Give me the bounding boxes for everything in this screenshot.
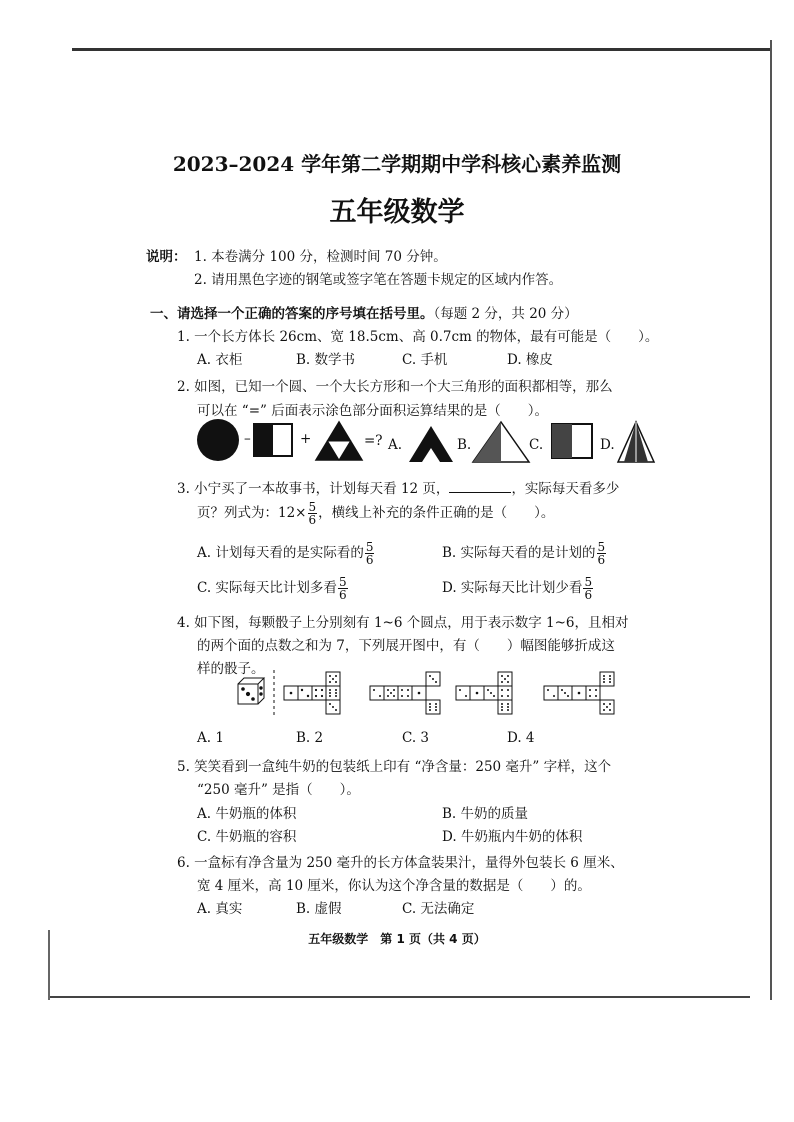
paper-edge-bottom — [50, 996, 750, 998]
fraction-denominator: 6 — [597, 553, 606, 567]
q3-formula-prefix: 页？列式为：12× — [197, 505, 307, 521]
section-1-heading — [150, 302, 578, 322]
q3-option-d-fraction — [583, 576, 593, 601]
fraction-denominator: 6 — [308, 513, 317, 527]
q6-stem-line-1: 6. 一盒标有净含量为 250 毫升的长方体盒装果汁，量得外包装长 6 厘米、 — [177, 855, 624, 871]
q1-stem: 1. 一个长方体长 26cm、宽 18.5cm、高 0.7cm 的物体，最有可能是（ ）。 — [177, 329, 659, 345]
q2-minus-sign: – — [244, 431, 251, 447]
q6-option-a: A. 真实 — [197, 901, 243, 917]
fraction-numerator: 5 — [308, 500, 317, 514]
q3-formula-suffix: ，横线上补充的条件正确的是（ ）。 — [318, 505, 555, 521]
dice-net-3 — [456, 672, 512, 714]
q3-stem-line-1 — [177, 477, 619, 497]
q2-figure-row — [196, 418, 666, 468]
dice-net-2 — [370, 672, 440, 714]
q3-stem-part-2: ，实际每天看多少 — [511, 481, 620, 497]
shaded-circle — [197, 419, 239, 461]
dice-nets-figure — [234, 666, 624, 722]
fraction-denominator: 6 — [365, 553, 374, 567]
q4-stem-line-3: 样的骰子。 — [197, 661, 265, 677]
fraction-denominator: 6 — [584, 588, 593, 602]
q5-option-d: D. 牛奶瓶内牛奶的体积 — [442, 829, 583, 845]
q4-option-a: A. 1 — [197, 730, 224, 746]
q3-option-b-fraction — [597, 541, 607, 566]
q3-option-a — [197, 541, 375, 566]
fraction-denominator: 6 — [338, 588, 347, 602]
exam-subtitle: 五年级数学 — [329, 197, 465, 228]
page-footer: 五年级数学 第 1 页（共 4 页） — [308, 932, 486, 946]
fraction-numerator: 5 — [597, 540, 606, 554]
notes-label: 说明： — [146, 249, 187, 265]
q3-option-a-fraction — [365, 541, 375, 566]
option-c-shaded-half — [552, 424, 572, 458]
q2-plus-sign: + — [300, 431, 312, 447]
q3-option-c-fraction — [338, 576, 348, 601]
q1-option-b: B. 数学书 — [296, 352, 356, 368]
section-1-score: （每题 2 分，共 20 分） — [433, 306, 578, 322]
q6-option-c: C. 无法确定 — [402, 901, 475, 917]
q2-stem-line-2: 可以在 “=” 后面表示涂色部分面积运算结果的是（ ）。 — [197, 403, 548, 419]
q5-option-b: B. 牛奶的质量 — [442, 806, 529, 822]
q2-stem-line-1: 2. 如图，已知一个圆、一个大长方形和一个大三角形的面积都相等，那么 — [177, 379, 613, 395]
fraction-numerator: 5 — [338, 575, 347, 589]
q3-option-d — [442, 576, 594, 601]
q4-option-b: B. 2 — [296, 730, 324, 746]
q1-option-d: D. 橡皮 — [507, 352, 553, 368]
q2-option-d: D. — [600, 437, 615, 453]
q5-option-c: C. 牛奶瓶的容积 — [197, 829, 297, 845]
notes-line-2: 2. 请用黑色字迹的钢笔或签字笔在答题卡规定的区域内作答。 — [194, 272, 563, 288]
q3-stem-part-1: 3. 小宁买了一本故事书，计划每天看 12 页， — [177, 481, 450, 497]
q3-option-c-text: C. 实际每天比计划多看 — [197, 580, 337, 596]
q6-stem-line-2: 宽 4 厘米，高 10 厘米，你认为这个净含量的数据是（ ）的。 — [197, 878, 591, 894]
dice-net-1 — [284, 672, 340, 714]
q3-option-b-text: B. 实际每天看的是计划的 — [442, 545, 596, 561]
q4-stem-line-1: 4. 如下图，每颗骰子上分别刻有 1~6 个圆点，用于表示数字 1~6，且相对 — [177, 615, 629, 631]
rectangle-shaded-half — [254, 424, 273, 456]
q3-stem-line-2 — [197, 501, 554, 526]
q2-option-b: B. — [457, 437, 472, 453]
fraction-numerator: 5 — [365, 540, 374, 554]
q3-option-d-text: D. 实际每天比计划少看 — [442, 580, 583, 596]
q1-option-c: C. 手机 — [402, 352, 448, 368]
q3-option-b — [442, 541, 607, 566]
section-1-heading-text: 一、请选择一个正确的答案的序号填在括号里。 — [150, 306, 434, 322]
q2-equals-sign: =? — [364, 433, 383, 449]
q5-stem-line-2: “250 毫升” 是指（ ）。 — [197, 782, 360, 798]
q3-answer-blank — [449, 480, 511, 493]
q4-stem-line-2: 的两个面的点数之和为 7，下列展开图中，有（ ）幅图能够折成这 — [197, 638, 615, 654]
dice-net-4 — [544, 672, 614, 714]
q2-option-a: A. — [388, 437, 403, 453]
notes-line-1: 1. 本卷满分 100 分，检测时间 70 分钟。 — [194, 249, 447, 265]
q5-option-a: A. 牛奶瓶的体积 — [197, 806, 297, 822]
q3-fraction — [308, 501, 318, 526]
fraction-numerator: 5 — [584, 575, 593, 589]
exam-title: 2023–2024 学年第二学期期中学科核心素养监测 — [172, 152, 622, 176]
paper-edge-top — [72, 48, 772, 51]
triangle-shaded-piece-top — [328, 422, 351, 441]
q6-option-b: B. 虚假 — [296, 901, 342, 917]
q3-option-c — [197, 576, 349, 601]
paper-edge-right — [770, 40, 772, 1000]
q4-option-d: D. 4 — [507, 730, 535, 746]
dice-cube-icon — [238, 678, 264, 704]
q1-option-a: A. 衣柜 — [197, 352, 243, 368]
q4-option-c: C. 3 — [402, 730, 430, 746]
q5-stem-line-1: 5. 笑笑看到一盒纯牛奶的包装纸上印有 “净含量：250 毫升” 字样，这个 — [177, 759, 612, 775]
q2-option-c: C. — [529, 437, 544, 453]
q3-option-a-text: A. 计划每天看的是实际看的 — [197, 545, 364, 561]
